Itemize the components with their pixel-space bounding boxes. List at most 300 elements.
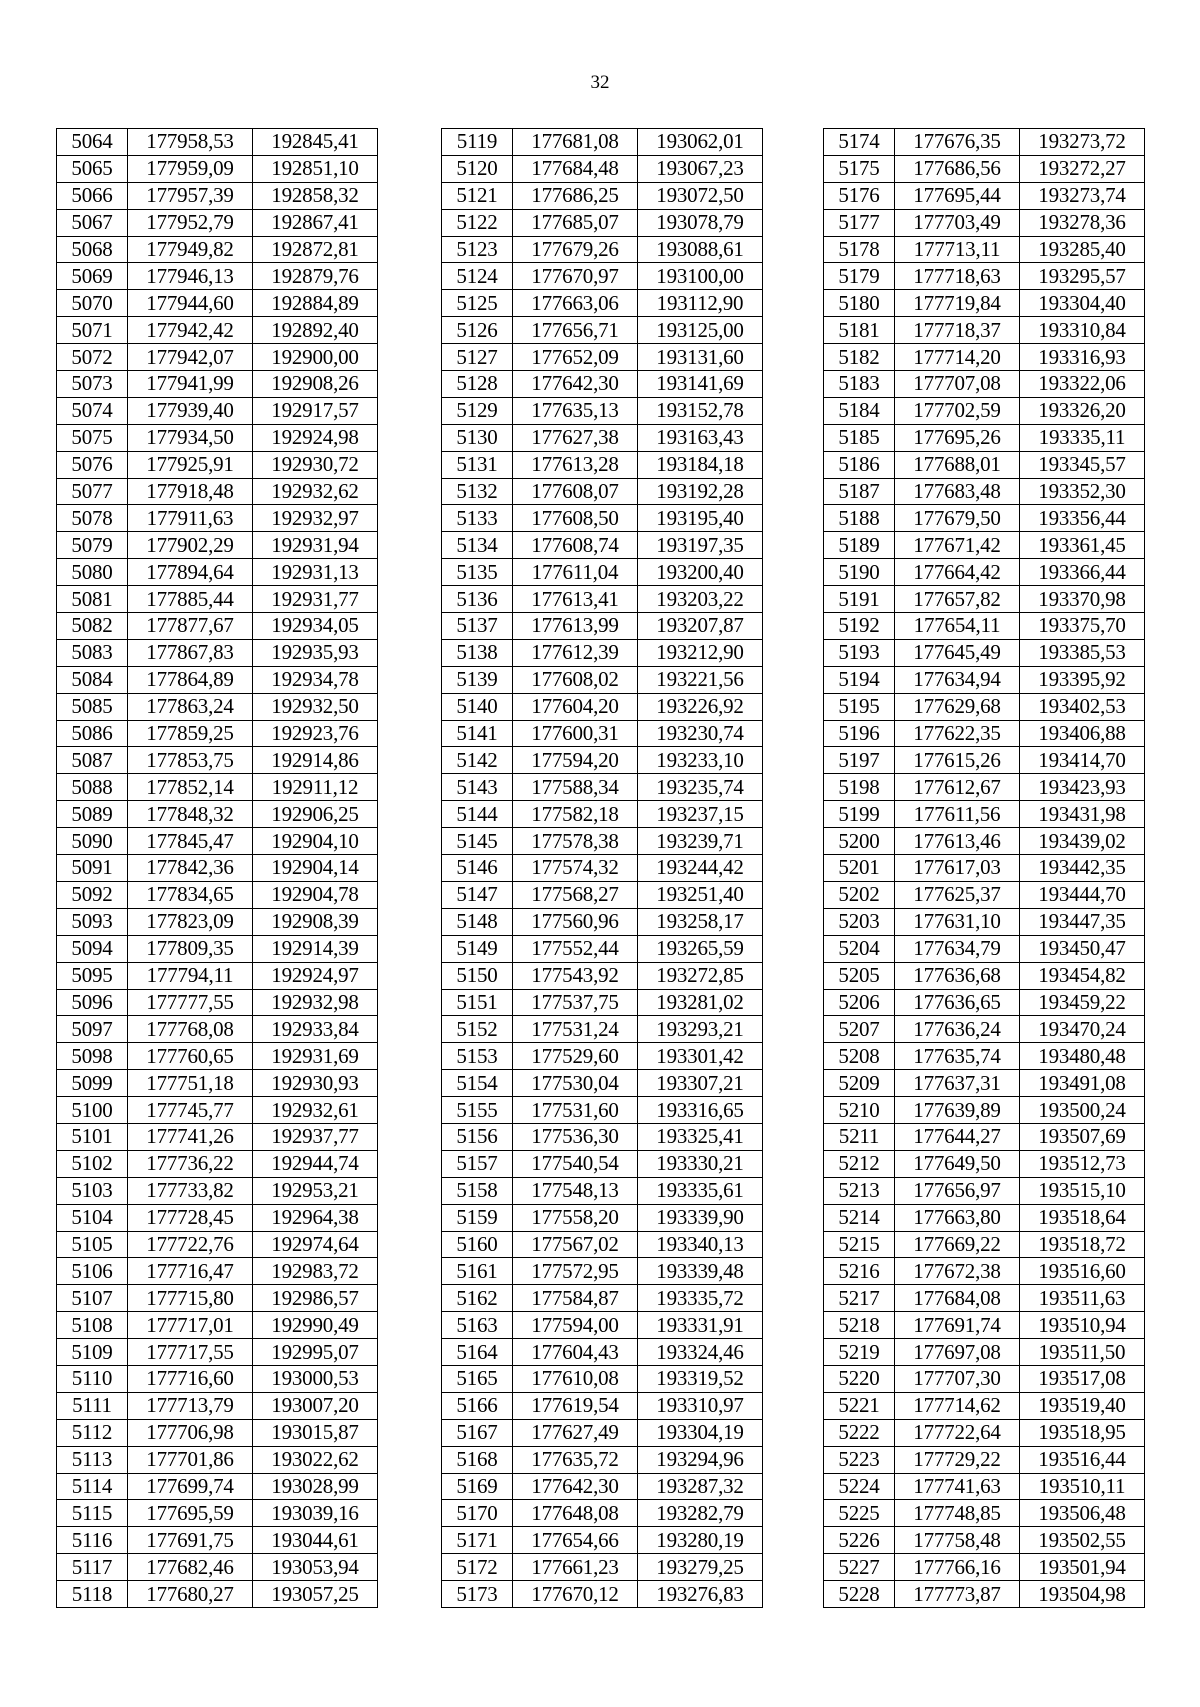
table-row — [824, 881, 1145, 908]
y-coordinate-cell: 193516,44 — [1020, 1446, 1145, 1473]
y-coordinate-cell: 193307,21 — [638, 1070, 763, 1097]
x-coordinate-cell: 177959,09 — [128, 155, 253, 182]
point-number-cell: 5175 — [824, 155, 895, 182]
y-coordinate-cell: 193442,35 — [1020, 855, 1145, 882]
table-row — [824, 397, 1145, 424]
point-number-cell: 5116 — [57, 1527, 128, 1554]
y-coordinate-cell: 192845,41 — [253, 129, 378, 156]
x-coordinate-cell: 177663,80 — [895, 1204, 1020, 1231]
y-coordinate-cell: 192995,07 — [253, 1339, 378, 1366]
y-coordinate-cell: 192904,10 — [253, 828, 378, 855]
table-row — [442, 1339, 763, 1366]
x-coordinate-cell: 177670,97 — [513, 263, 638, 290]
table-row — [442, 371, 763, 398]
point-number-cell: 5223 — [824, 1446, 895, 1473]
x-coordinate-cell: 177608,02 — [513, 666, 638, 693]
point-number-cell: 5182 — [824, 344, 895, 371]
point-number-cell: 5209 — [824, 1070, 895, 1097]
x-coordinate-cell: 177679,50 — [895, 505, 1020, 532]
y-coordinate-cell: 192932,50 — [253, 693, 378, 720]
table-row — [57, 263, 378, 290]
point-number-cell: 5217 — [824, 1285, 895, 1312]
table-row — [442, 155, 763, 182]
point-number-cell: 5076 — [57, 451, 128, 478]
x-coordinate-cell: 177748,85 — [895, 1500, 1020, 1527]
x-coordinate-cell: 177636,68 — [895, 962, 1020, 989]
table-row — [57, 371, 378, 398]
point-number-cell: 5122 — [442, 209, 513, 236]
table-row — [824, 1150, 1145, 1177]
point-number-cell: 5225 — [824, 1500, 895, 1527]
point-number-cell: 5095 — [57, 962, 128, 989]
point-number-cell: 5198 — [824, 774, 895, 801]
x-coordinate-cell: 177957,39 — [128, 182, 253, 209]
x-coordinate-cell: 177648,08 — [513, 1500, 638, 1527]
table-row — [57, 451, 378, 478]
y-coordinate-cell: 192990,49 — [253, 1312, 378, 1339]
point-number-cell: 5107 — [57, 1285, 128, 1312]
y-coordinate-cell: 193251,40 — [638, 881, 763, 908]
y-coordinate-cell: 193293,21 — [638, 1016, 763, 1043]
y-coordinate-cell: 192986,57 — [253, 1285, 378, 1312]
y-coordinate-cell: 193324,46 — [638, 1339, 763, 1366]
y-coordinate-cell: 192931,69 — [253, 1043, 378, 1070]
table-row — [442, 1123, 763, 1150]
x-coordinate-cell: 177613,41 — [513, 586, 638, 613]
x-coordinate-cell: 177669,22 — [895, 1231, 1020, 1258]
x-coordinate-cell: 177652,09 — [513, 344, 638, 371]
point-number-cell: 5132 — [442, 478, 513, 505]
x-coordinate-cell: 177719,84 — [895, 290, 1020, 317]
x-coordinate-cell: 177736,22 — [128, 1150, 253, 1177]
table-row — [57, 424, 378, 451]
point-number-cell: 5197 — [824, 747, 895, 774]
point-number-cell: 5075 — [57, 424, 128, 451]
point-number-cell: 5195 — [824, 693, 895, 720]
y-coordinate-cell: 193141,69 — [638, 371, 763, 398]
y-coordinate-cell: 193230,74 — [638, 720, 763, 747]
x-coordinate-cell: 177637,31 — [895, 1070, 1020, 1097]
table-row — [442, 855, 763, 882]
table-row — [442, 1500, 763, 1527]
x-coordinate-cell: 177644,27 — [895, 1123, 1020, 1150]
x-coordinate-cell: 177934,50 — [128, 424, 253, 451]
table-row — [57, 1258, 378, 1285]
x-coordinate-cell: 177631,10 — [895, 908, 1020, 935]
table-row — [442, 505, 763, 532]
y-coordinate-cell: 193285,40 — [1020, 236, 1145, 263]
table-row — [57, 774, 378, 801]
x-coordinate-cell: 177682,46 — [128, 1554, 253, 1581]
point-number-cell: 5167 — [442, 1419, 513, 1446]
y-coordinate-cell: 193375,70 — [1020, 613, 1145, 640]
x-coordinate-cell: 177717,01 — [128, 1312, 253, 1339]
x-coordinate-cell: 177613,46 — [895, 828, 1020, 855]
y-coordinate-cell: 192930,93 — [253, 1070, 378, 1097]
table-row — [57, 344, 378, 371]
y-coordinate-cell: 193163,43 — [638, 424, 763, 451]
x-coordinate-cell: 177848,32 — [128, 801, 253, 828]
y-coordinate-cell: 193370,98 — [1020, 586, 1145, 613]
point-number-cell: 5121 — [442, 182, 513, 209]
table-row — [442, 747, 763, 774]
y-coordinate-cell: 193062,01 — [638, 129, 763, 156]
x-coordinate-cell: 177695,44 — [895, 182, 1020, 209]
y-coordinate-cell: 193207,87 — [638, 613, 763, 640]
x-coordinate-cell: 177702,59 — [895, 397, 1020, 424]
point-number-cell: 5166 — [442, 1392, 513, 1419]
table-row — [442, 908, 763, 935]
y-coordinate-cell: 193507,69 — [1020, 1123, 1145, 1150]
y-coordinate-cell: 192932,61 — [253, 1097, 378, 1124]
coordinate-table-3 — [823, 128, 1145, 1608]
x-coordinate-cell: 177657,82 — [895, 586, 1020, 613]
point-number-cell: 5089 — [57, 801, 128, 828]
x-coordinate-cell: 177594,20 — [513, 747, 638, 774]
x-coordinate-cell: 177918,48 — [128, 478, 253, 505]
x-coordinate-cell: 177941,99 — [128, 371, 253, 398]
y-coordinate-cell: 192933,84 — [253, 1016, 378, 1043]
y-coordinate-cell: 192872,81 — [253, 236, 378, 263]
point-number-cell: 5139 — [442, 666, 513, 693]
x-coordinate-cell: 177635,13 — [513, 397, 638, 424]
point-number-cell: 5200 — [824, 828, 895, 855]
table-row — [442, 1473, 763, 1500]
x-coordinate-cell: 177852,14 — [128, 774, 253, 801]
table-row — [824, 209, 1145, 236]
x-coordinate-cell: 177627,49 — [513, 1419, 638, 1446]
x-coordinate-cell: 177656,71 — [513, 317, 638, 344]
table-row — [824, 989, 1145, 1016]
x-coordinate-cell: 177925,91 — [128, 451, 253, 478]
table-row — [57, 1070, 378, 1097]
y-coordinate-cell: 192904,14 — [253, 855, 378, 882]
x-coordinate-cell: 177729,22 — [895, 1446, 1020, 1473]
y-coordinate-cell: 193100,00 — [638, 263, 763, 290]
point-number-cell: 5129 — [442, 397, 513, 424]
x-coordinate-cell: 177537,75 — [513, 989, 638, 1016]
point-number-cell: 5123 — [442, 236, 513, 263]
table-row — [57, 478, 378, 505]
table-row — [442, 397, 763, 424]
y-coordinate-cell: 193112,90 — [638, 290, 763, 317]
table-row — [442, 478, 763, 505]
table-row — [57, 1339, 378, 1366]
point-number-cell: 5100 — [57, 1097, 128, 1124]
y-coordinate-cell: 192932,98 — [253, 989, 378, 1016]
y-coordinate-cell: 192923,76 — [253, 720, 378, 747]
table-row — [442, 881, 763, 908]
y-coordinate-cell: 193512,73 — [1020, 1150, 1145, 1177]
y-coordinate-cell: 193067,23 — [638, 155, 763, 182]
point-number-cell: 5118 — [57, 1581, 128, 1608]
table-row — [824, 236, 1145, 263]
y-coordinate-cell: 193325,41 — [638, 1123, 763, 1150]
x-coordinate-cell: 177683,48 — [895, 478, 1020, 505]
point-number-cell: 5204 — [824, 935, 895, 962]
table-row — [442, 962, 763, 989]
table-row — [824, 1554, 1145, 1581]
point-number-cell: 5110 — [57, 1365, 128, 1392]
point-number-cell: 5177 — [824, 209, 895, 236]
table-row — [442, 613, 763, 640]
y-coordinate-cell: 193316,93 — [1020, 344, 1145, 371]
table-row — [442, 1097, 763, 1124]
x-coordinate-cell: 177617,03 — [895, 855, 1020, 882]
point-number-cell: 5109 — [57, 1339, 128, 1366]
point-number-cell: 5192 — [824, 613, 895, 640]
point-number-cell: 5071 — [57, 317, 128, 344]
x-coordinate-cell: 177622,35 — [895, 720, 1020, 747]
x-coordinate-cell: 177582,18 — [513, 801, 638, 828]
point-number-cell: 5183 — [824, 371, 895, 398]
x-coordinate-cell: 177610,08 — [513, 1365, 638, 1392]
y-coordinate-cell: 192911,12 — [253, 774, 378, 801]
point-number-cell: 5196 — [824, 720, 895, 747]
table-row — [824, 1097, 1145, 1124]
table-row — [824, 317, 1145, 344]
point-number-cell: 5088 — [57, 774, 128, 801]
point-number-cell: 5092 — [57, 881, 128, 908]
table-row — [57, 1554, 378, 1581]
x-coordinate-cell: 177741,63 — [895, 1473, 1020, 1500]
y-coordinate-cell: 193506,48 — [1020, 1500, 1145, 1527]
x-coordinate-cell: 177713,79 — [128, 1392, 253, 1419]
table-row — [824, 424, 1145, 451]
x-coordinate-cell: 177758,48 — [895, 1527, 1020, 1554]
point-number-cell: 5124 — [442, 263, 513, 290]
y-coordinate-cell: 193239,71 — [638, 828, 763, 855]
x-coordinate-cell: 177634,79 — [895, 935, 1020, 962]
table-row — [57, 1231, 378, 1258]
y-coordinate-cell: 193395,92 — [1020, 666, 1145, 693]
table-row — [824, 1581, 1145, 1608]
y-coordinate-cell: 193519,40 — [1020, 1392, 1145, 1419]
point-number-cell: 5214 — [824, 1204, 895, 1231]
x-coordinate-cell: 177714,62 — [895, 1392, 1020, 1419]
point-number-cell: 5215 — [824, 1231, 895, 1258]
table-row — [442, 290, 763, 317]
x-coordinate-cell: 177715,80 — [128, 1285, 253, 1312]
point-number-cell: 5199 — [824, 801, 895, 828]
table-row — [824, 1043, 1145, 1070]
table-row — [442, 1527, 763, 1554]
y-coordinate-cell: 192906,25 — [253, 801, 378, 828]
point-number-cell: 5102 — [57, 1150, 128, 1177]
x-coordinate-cell: 177684,48 — [513, 155, 638, 182]
y-coordinate-cell: 193282,79 — [638, 1500, 763, 1527]
point-number-cell: 5128 — [442, 371, 513, 398]
x-coordinate-cell: 177946,13 — [128, 263, 253, 290]
table-row — [442, 1016, 763, 1043]
x-coordinate-cell: 177701,86 — [128, 1446, 253, 1473]
y-coordinate-cell: 193356,44 — [1020, 505, 1145, 532]
point-number-cell: 5228 — [824, 1581, 895, 1608]
y-coordinate-cell: 193516,60 — [1020, 1258, 1145, 1285]
table-row — [824, 129, 1145, 156]
y-coordinate-cell: 193192,28 — [638, 478, 763, 505]
point-number-cell: 5087 — [57, 747, 128, 774]
y-coordinate-cell: 193423,93 — [1020, 774, 1145, 801]
y-coordinate-cell: 193088,61 — [638, 236, 763, 263]
point-number-cell: 5216 — [824, 1258, 895, 1285]
y-coordinate-cell: 193237,15 — [638, 801, 763, 828]
x-coordinate-cell: 177728,45 — [128, 1204, 253, 1231]
table-row — [442, 1419, 763, 1446]
x-coordinate-cell: 177695,59 — [128, 1500, 253, 1527]
point-number-cell: 5171 — [442, 1527, 513, 1554]
point-number-cell: 5221 — [824, 1392, 895, 1419]
table-row — [824, 693, 1145, 720]
table-row — [57, 908, 378, 935]
table-row — [824, 1365, 1145, 1392]
y-coordinate-cell: 192908,39 — [253, 908, 378, 935]
x-coordinate-cell: 177611,04 — [513, 559, 638, 586]
x-coordinate-cell: 177902,29 — [128, 532, 253, 559]
y-coordinate-cell: 193454,82 — [1020, 962, 1145, 989]
y-coordinate-cell: 193501,94 — [1020, 1554, 1145, 1581]
x-coordinate-cell: 177714,20 — [895, 344, 1020, 371]
table-row — [57, 209, 378, 236]
x-coordinate-cell: 177530,04 — [513, 1070, 638, 1097]
x-coordinate-cell: 177942,42 — [128, 317, 253, 344]
x-coordinate-cell: 177718,37 — [895, 317, 1020, 344]
table-row — [442, 209, 763, 236]
table-row — [442, 1446, 763, 1473]
x-coordinate-cell: 177604,43 — [513, 1339, 638, 1366]
x-coordinate-cell: 177745,77 — [128, 1097, 253, 1124]
table-row — [824, 613, 1145, 640]
x-coordinate-cell: 177588,34 — [513, 774, 638, 801]
table-row — [442, 263, 763, 290]
y-coordinate-cell: 193319,52 — [638, 1365, 763, 1392]
x-coordinate-cell: 177751,18 — [128, 1070, 253, 1097]
x-coordinate-cell: 177664,42 — [895, 559, 1020, 586]
x-coordinate-cell: 177654,66 — [513, 1527, 638, 1554]
point-number-cell: 5224 — [824, 1473, 895, 1500]
x-coordinate-cell: 177686,25 — [513, 182, 638, 209]
table-row — [442, 1177, 763, 1204]
table-row — [824, 1177, 1145, 1204]
table-row — [442, 935, 763, 962]
x-coordinate-cell: 177885,44 — [128, 586, 253, 613]
point-number-cell: 5099 — [57, 1070, 128, 1097]
table-row — [442, 532, 763, 559]
y-coordinate-cell: 192983,72 — [253, 1258, 378, 1285]
y-coordinate-cell: 193326,20 — [1020, 397, 1145, 424]
point-number-cell: 5082 — [57, 613, 128, 640]
point-number-cell: 5135 — [442, 559, 513, 586]
point-number-cell: 5077 — [57, 478, 128, 505]
point-number-cell: 5130 — [442, 424, 513, 451]
point-number-cell: 5084 — [57, 666, 128, 693]
x-coordinate-cell: 177567,02 — [513, 1231, 638, 1258]
y-coordinate-cell: 193244,42 — [638, 855, 763, 882]
point-number-cell: 5115 — [57, 1500, 128, 1527]
point-number-cell: 5140 — [442, 693, 513, 720]
table-row — [442, 451, 763, 478]
point-number-cell: 5090 — [57, 828, 128, 855]
y-coordinate-cell: 193125,00 — [638, 317, 763, 344]
x-coordinate-cell: 177942,07 — [128, 344, 253, 371]
table-row — [57, 1123, 378, 1150]
y-coordinate-cell: 193276,83 — [638, 1581, 763, 1608]
y-coordinate-cell: 192924,97 — [253, 962, 378, 989]
point-number-cell: 5206 — [824, 989, 895, 1016]
point-number-cell: 5222 — [824, 1419, 895, 1446]
table-row — [824, 639, 1145, 666]
point-number-cell: 5131 — [442, 451, 513, 478]
x-coordinate-cell: 177834,65 — [128, 881, 253, 908]
point-number-cell: 5191 — [824, 586, 895, 613]
table-row — [824, 1312, 1145, 1339]
x-coordinate-cell: 177636,24 — [895, 1016, 1020, 1043]
x-coordinate-cell: 177654,11 — [895, 613, 1020, 640]
x-coordinate-cell: 177627,38 — [513, 424, 638, 451]
y-coordinate-cell: 193439,02 — [1020, 828, 1145, 855]
point-number-cell: 5065 — [57, 155, 128, 182]
point-number-cell: 5220 — [824, 1365, 895, 1392]
table-row — [57, 1473, 378, 1500]
point-number-cell: 5161 — [442, 1258, 513, 1285]
y-coordinate-cell: 193322,06 — [1020, 371, 1145, 398]
x-coordinate-cell: 177911,63 — [128, 505, 253, 532]
y-coordinate-cell: 193406,88 — [1020, 720, 1145, 747]
x-coordinate-cell: 177688,01 — [895, 451, 1020, 478]
table-row — [824, 559, 1145, 586]
point-number-cell: 5150 — [442, 962, 513, 989]
table-row — [824, 263, 1145, 290]
point-number-cell: 5136 — [442, 586, 513, 613]
x-coordinate-cell: 177949,82 — [128, 236, 253, 263]
point-number-cell: 5163 — [442, 1312, 513, 1339]
x-coordinate-cell: 177863,24 — [128, 693, 253, 720]
point-number-cell: 5101 — [57, 1123, 128, 1150]
x-coordinate-cell: 177572,95 — [513, 1258, 638, 1285]
point-number-cell: 5142 — [442, 747, 513, 774]
y-coordinate-cell: 193131,60 — [638, 344, 763, 371]
table-row — [57, 290, 378, 317]
point-number-cell: 5181 — [824, 317, 895, 344]
point-number-cell: 5149 — [442, 935, 513, 962]
table-row — [442, 344, 763, 371]
point-number-cell: 5157 — [442, 1150, 513, 1177]
y-coordinate-cell: 192904,78 — [253, 881, 378, 908]
y-coordinate-cell: 192931,94 — [253, 532, 378, 559]
x-coordinate-cell: 177681,08 — [513, 129, 638, 156]
x-coordinate-cell: 177680,27 — [128, 1581, 253, 1608]
y-coordinate-cell: 193470,24 — [1020, 1016, 1145, 1043]
table-row — [442, 586, 763, 613]
point-number-cell: 5098 — [57, 1043, 128, 1070]
point-number-cell: 5068 — [57, 236, 128, 263]
y-coordinate-cell: 193444,70 — [1020, 881, 1145, 908]
point-number-cell: 5141 — [442, 720, 513, 747]
table-row — [57, 1446, 378, 1473]
point-number-cell: 5165 — [442, 1365, 513, 1392]
point-number-cell: 5108 — [57, 1312, 128, 1339]
table-row — [442, 828, 763, 855]
table-row — [57, 989, 378, 1016]
y-coordinate-cell: 193335,61 — [638, 1177, 763, 1204]
x-coordinate-cell: 177716,60 — [128, 1365, 253, 1392]
y-coordinate-cell: 193053,94 — [253, 1554, 378, 1581]
point-number-cell: 5104 — [57, 1204, 128, 1231]
table-row — [824, 747, 1145, 774]
table-row — [57, 586, 378, 613]
point-number-cell: 5201 — [824, 855, 895, 882]
x-coordinate-cell: 177768,08 — [128, 1016, 253, 1043]
